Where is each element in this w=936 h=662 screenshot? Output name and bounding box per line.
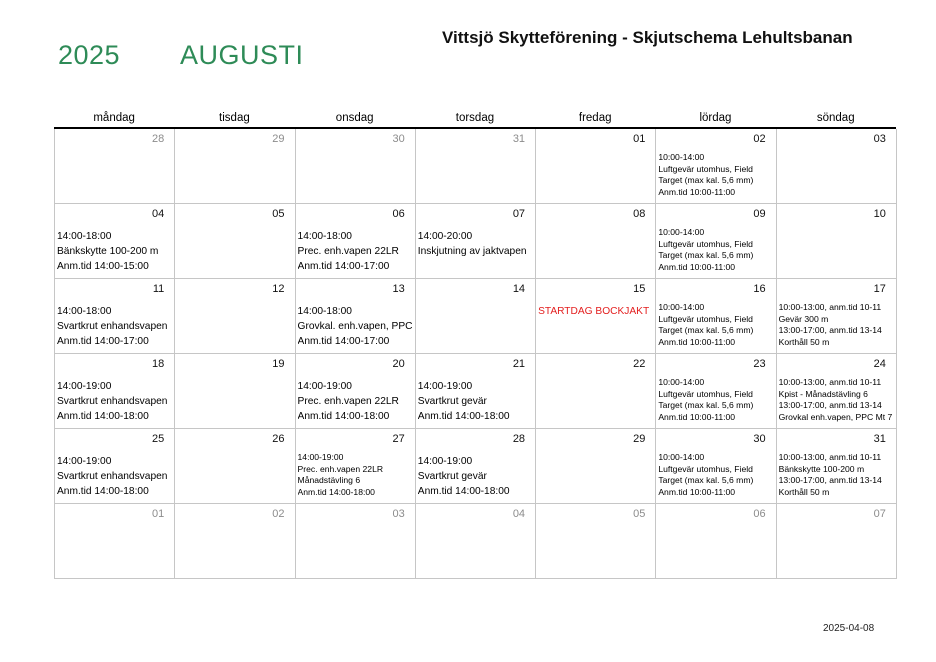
- day-cell: [55, 354, 175, 429]
- day-cell: [296, 504, 416, 579]
- weekday-saturday: lördag: [699, 112, 732, 124]
- event-line: Luftgevär utomhus, Field: [658, 313, 753, 324]
- event-line: 13:00-17:00, anm.tid 13-14: [778, 400, 882, 411]
- day-number: 03: [392, 508, 405, 520]
- event-line: Prec. enh.vapen 22LR: [297, 396, 399, 407]
- day-number: 04: [152, 208, 165, 220]
- event-line: 14:00-19:00: [57, 381, 112, 392]
- day-number: 28: [512, 433, 526, 445]
- day-cell: [296, 129, 416, 204]
- day-number: 01: [152, 508, 165, 520]
- print-date: 2025-04-08: [823, 623, 875, 634]
- day-number: 06: [753, 508, 766, 520]
- day-number: 12: [272, 283, 285, 295]
- day-cell: [777, 429, 897, 504]
- day-cell: [296, 279, 416, 354]
- event-line: Gevär 300 m: [778, 313, 829, 324]
- day-number: 04: [512, 508, 526, 520]
- event-line: 13:00-17:00, anm.tid 13-14: [778, 475, 882, 486]
- event-line: 14:00-18:00: [297, 231, 352, 242]
- event-line: 14:00-19:00: [297, 452, 344, 462]
- day-cell: [416, 129, 536, 204]
- day-cell: [296, 354, 416, 429]
- day-cell: [416, 279, 536, 354]
- day-number: 09: [753, 208, 766, 220]
- weekday-friday: fredag: [578, 112, 612, 124]
- event-line: 10:00-13:00, anm.tid 10-11: [778, 302, 882, 312]
- weekday-sunday: söndag: [816, 112, 855, 124]
- day-number: 22: [633, 358, 646, 370]
- event-details: [418, 379, 533, 424]
- event-details: [538, 304, 653, 319]
- event-line: Anm.tid 14:00-17:00: [297, 336, 390, 347]
- event-details: [658, 452, 773, 498]
- day-cell: [175, 204, 295, 279]
- event-line: Anm.tid 14:00-18:00: [417, 411, 510, 422]
- weekday-thursday: torsdag: [455, 112, 495, 124]
- day-cell: [536, 129, 656, 204]
- event-line: Anm.tid 14:00-18:00: [297, 411, 390, 422]
- event-line: 10:00-14:00: [658, 227, 705, 237]
- day-cell: [296, 204, 416, 279]
- month-heading: AUGUSTI: [180, 40, 304, 70]
- event-line: Grovkal. enh.vapen, PPC: [297, 321, 413, 332]
- event-line: 10:00-14:00: [658, 377, 705, 387]
- event-line: Luftgevär utomhus, Field: [658, 388, 753, 399]
- event-details: [57, 454, 172, 499]
- day-cell: [777, 129, 897, 204]
- day-number: 16: [753, 283, 766, 295]
- event-details: [298, 452, 413, 498]
- day-number: 28: [152, 133, 165, 145]
- day-cell: [416, 504, 536, 579]
- day-cell: [536, 504, 656, 579]
- day-cell: [777, 279, 897, 354]
- event-line: 14:00-18:00: [297, 306, 352, 317]
- event-line: Prec. enh.vapen 22LR: [297, 246, 399, 257]
- day-cell: [536, 204, 656, 279]
- day-number: 01: [633, 133, 646, 145]
- day-cell: [656, 504, 776, 579]
- event-details: [57, 379, 172, 424]
- event-details: [779, 302, 894, 348]
- day-cell: [416, 204, 536, 279]
- weekday-monday: måndag: [93, 112, 135, 124]
- day-cell: [55, 129, 175, 204]
- day-cell: [55, 504, 175, 579]
- day-number: 06: [392, 208, 405, 220]
- day-number: 25: [152, 433, 165, 445]
- event-details: [779, 377, 894, 423]
- calendar-grid: [54, 129, 896, 579]
- weekday-header-row: [54, 110, 896, 129]
- day-number: 11: [152, 283, 165, 295]
- event-line: Grovkal enh.vapen, PPC Mt 7: [778, 411, 893, 422]
- day-number: 14: [512, 283, 526, 295]
- event-line: Anm.tid 10:00-11:00: [658, 486, 736, 497]
- event-line: Bänkskytte 100-200 m: [778, 463, 865, 474]
- event-line: Anm.tid 14:00-15:00: [57, 261, 149, 272]
- event-line: Luftgevär utomhus, Field: [658, 463, 753, 474]
- day-number: 05: [272, 208, 285, 220]
- event-details: [779, 452, 894, 498]
- event-line: Månadstävling 6: [297, 475, 361, 486]
- day-number: 10: [873, 208, 886, 220]
- event-line: Prec. enh.vapen 22LR: [297, 463, 384, 474]
- day-cell: [777, 354, 897, 429]
- day-cell: [296, 429, 416, 504]
- day-cell: [175, 429, 295, 504]
- event-line: Target (max kal. 5,6 mm): [658, 325, 754, 336]
- event-line: Anm.tid 14:00-18:00: [297, 486, 375, 497]
- day-number: 29: [633, 433, 646, 445]
- page-title: Vittsjö Skytteförening - Skjutschema Lehultsbanan: [442, 28, 853, 47]
- event-line: Target (max kal. 5,6 mm): [658, 175, 754, 186]
- day-cell: [656, 354, 776, 429]
- event-details: [658, 152, 773, 198]
- day-number: 21: [512, 358, 526, 370]
- event-line: STARTDAG BOCKJAKT: [538, 306, 650, 317]
- day-cell: [656, 429, 776, 504]
- event-details: [298, 379, 413, 424]
- event-details: [418, 454, 533, 499]
- day-number: 08: [633, 208, 646, 220]
- day-cell: [175, 504, 295, 579]
- day-number: 27: [392, 433, 405, 445]
- event-line: 10:00-13:00, anm.tid 10-11: [778, 452, 882, 462]
- weekday-wednesday: onsdag: [335, 112, 374, 124]
- day-number: 30: [392, 133, 405, 145]
- day-cell: [55, 204, 175, 279]
- event-line: Svartkrut gevär: [417, 396, 487, 407]
- event-line: Inskjutning av jaktvapen: [417, 246, 527, 257]
- event-line: 14:00-19:00: [417, 381, 473, 392]
- day-number: 15: [633, 283, 646, 295]
- event-line: Anm.tid 10:00-11:00: [658, 261, 736, 272]
- weekday-tuesday: tisdag: [219, 112, 250, 124]
- event-line: Anm.tid 10:00-11:00: [658, 186, 736, 197]
- day-number: 18: [152, 358, 165, 370]
- event-details: [658, 377, 773, 423]
- day-cell: [777, 204, 897, 279]
- day-cell: [55, 279, 175, 354]
- event-line: 10:00-14:00: [658, 452, 705, 462]
- event-line: 13:00-17:00, anm.tid 13-14: [778, 325, 882, 336]
- event-line: Target (max kal. 5,6 mm): [658, 400, 754, 411]
- event-line: Svartkrut enhandsvapen: [57, 321, 168, 332]
- day-number: 05: [633, 508, 646, 520]
- event-line: Luftgevär utomhus, Field: [658, 238, 753, 249]
- event-line: Anm.tid 14:00-18:00: [417, 486, 510, 497]
- event-line: 14:00-18:00: [57, 306, 112, 317]
- event-details: [298, 304, 413, 349]
- event-details: [658, 302, 773, 348]
- event-line: Svartkrut gevär: [417, 471, 487, 482]
- event-line: 14:00-19:00: [417, 456, 473, 467]
- day-number: 26: [272, 433, 285, 445]
- day-number: 31: [873, 433, 886, 445]
- event-line: Svartkrut enhandsvapen: [57, 471, 168, 482]
- day-number: 02: [753, 133, 766, 145]
- event-line: Target (max kal. 5,6 mm): [658, 250, 754, 261]
- day-cell: [416, 354, 536, 429]
- event-line: 14:00-19:00: [57, 456, 112, 467]
- day-number: 30: [753, 433, 766, 445]
- day-cell: [656, 129, 776, 204]
- day-number: 20: [392, 358, 405, 370]
- event-line: 14:00-18:00: [57, 231, 112, 242]
- day-number: 02: [272, 508, 285, 520]
- event-line: Svartkrut enhandsvapen: [57, 396, 168, 407]
- event-line: Anm.tid 14:00-17:00: [297, 261, 390, 272]
- event-line: 10:00-13:00, anm.tid 10-11: [778, 377, 882, 387]
- day-number: 03: [873, 133, 886, 145]
- day-cell: [55, 429, 175, 504]
- event-details: [57, 229, 172, 274]
- day-cell: [416, 429, 536, 504]
- day-number: 23: [753, 358, 766, 370]
- event-line: Luftgevär utomhus, Field: [658, 163, 753, 174]
- event-line: Anm.tid 14:00-18:00: [57, 486, 149, 497]
- calendar: [54, 110, 896, 579]
- day-number: 19: [272, 358, 285, 370]
- event-line: Korthåll 50 m: [778, 336, 830, 347]
- day-cell: [175, 129, 295, 204]
- event-line: 14:00-20:00: [417, 231, 473, 242]
- day-cell: [656, 279, 776, 354]
- event-details: [298, 229, 413, 274]
- day-cell: [175, 279, 295, 354]
- event-line: Anm.tid 10:00-11:00: [658, 411, 736, 422]
- day-cell: [656, 204, 776, 279]
- event-line: 14:00-19:00: [297, 381, 352, 392]
- year-heading: 2025: [58, 40, 121, 70]
- event-details: [418, 229, 533, 259]
- event-line: Anm.tid 14:00-17:00: [57, 336, 149, 347]
- day-number: 24: [873, 358, 886, 370]
- event-line: Bänkskytte 100-200 m: [57, 246, 159, 257]
- event-details: [658, 227, 773, 273]
- event-line: 10:00-14:00: [658, 152, 705, 162]
- day-cell: [536, 354, 656, 429]
- event-line: Anm.tid 10:00-11:00: [658, 336, 736, 347]
- day-number: 29: [272, 133, 285, 145]
- day-cell: [777, 504, 897, 579]
- day-number: 07: [512, 208, 526, 220]
- day-number: 17: [873, 283, 886, 295]
- event-details: [57, 304, 172, 349]
- day-cell: [175, 354, 295, 429]
- event-line: Anm.tid 14:00-18:00: [57, 411, 149, 422]
- day-number: 07: [873, 508, 886, 520]
- event-line: 10:00-14:00: [658, 302, 705, 312]
- day-number: 13: [392, 283, 405, 295]
- event-line: Kpist - Månadstävling 6: [778, 388, 868, 399]
- day-cell: [536, 279, 656, 354]
- event-line: Target (max kal. 5,6 mm): [658, 475, 754, 486]
- day-number: 31: [512, 133, 526, 145]
- event-line: Korthåll 50 m: [778, 486, 830, 497]
- day-cell: [536, 429, 656, 504]
